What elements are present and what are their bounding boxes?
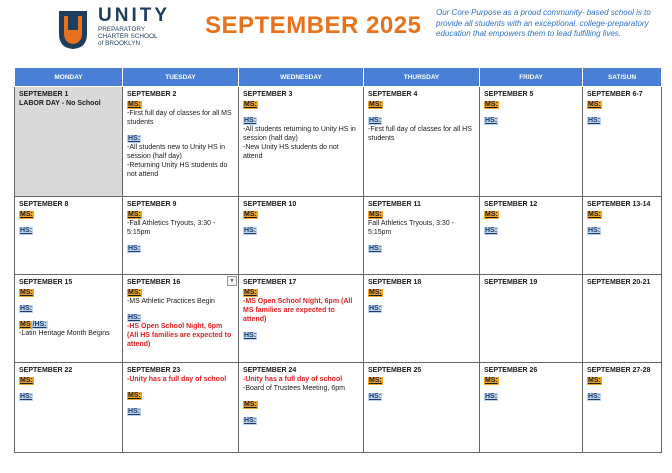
ms-label: MS: xyxy=(244,211,257,218)
weekday-header: MONDAY xyxy=(15,68,123,87)
ms-label: MS: xyxy=(20,211,33,218)
hs-label: HS: xyxy=(128,245,141,252)
day-date: SEPTEMBER 6-7 xyxy=(587,91,643,98)
day-date: SEPTEMBER 25 xyxy=(368,367,422,374)
hs-label: HS: xyxy=(588,393,601,400)
logo-name: UNITY xyxy=(98,5,170,26)
day-date: SEPTEMBER 11 xyxy=(368,201,421,208)
ms-label: MS: xyxy=(588,377,601,384)
day-date: SEPTEMBER 26 xyxy=(484,367,538,374)
hs-label: HS: xyxy=(244,227,257,234)
day-cell xyxy=(583,87,662,197)
day-cell xyxy=(239,197,364,275)
calendar-header xyxy=(0,0,672,62)
day-date: SEPTEMBER 1 xyxy=(19,91,69,98)
day-date: SEPTEMBER 13-14 xyxy=(587,201,651,208)
ms-label: MS xyxy=(20,321,31,328)
ms-label: MS: xyxy=(485,101,498,108)
logo-subline: PREPARATORY xyxy=(98,26,146,33)
hs-label: HS: xyxy=(369,245,382,252)
day-date: SEPTEMBER 10 xyxy=(243,201,297,208)
ms-label: MS: xyxy=(369,101,382,108)
day-cell xyxy=(15,363,123,453)
hs-label: HS: xyxy=(588,227,601,234)
weekday-header: WEDNESDAY xyxy=(239,68,364,87)
holiday-note: LABOR DAY - No School xyxy=(19,100,101,107)
weekday-header: TUESDAY xyxy=(123,68,239,87)
day-date: SEPTEMBER 18 xyxy=(368,279,422,286)
day-cell xyxy=(364,275,480,363)
day-cell xyxy=(480,87,583,197)
ms-label: MS: xyxy=(369,377,382,384)
core-purpose-statement: Our Core Purpose as a proud community- based school is to provide all students with an exceptional, college-preparatory education that empowers them to lead fulfilling lives. xyxy=(436,8,651,38)
day-date: SEPTEMBER 22 xyxy=(19,367,73,374)
day-cell xyxy=(364,197,480,275)
hs-label: HS: xyxy=(369,117,382,124)
day-date: SEPTEMBER 27-28 xyxy=(587,367,651,374)
ms-label: MS: xyxy=(128,392,141,399)
ms-label: MS: xyxy=(244,289,257,296)
hs-label: HS: xyxy=(128,135,141,142)
board-meeting-note: -Board of Trustees Meeting, 6pm xyxy=(243,385,345,392)
day-date: SEPTEMBER 9 xyxy=(127,201,177,208)
hs-event-highlight: -HS Open School Night, 6pm (All HS families are expected to attend) xyxy=(127,323,232,348)
week-row xyxy=(15,197,662,275)
day-date: SEPTEMBER 17 xyxy=(243,279,297,286)
hs-label: HS: xyxy=(485,227,498,234)
logo-subline: CHARTER SCHOOL xyxy=(98,33,158,40)
hs-event: -First full day of classes for all HS students xyxy=(368,126,472,142)
ms-label: MS: xyxy=(588,101,601,108)
ms-label: MS: xyxy=(369,289,382,296)
day-date: SEPTEMBER 2 xyxy=(127,91,177,98)
day-cell xyxy=(123,87,239,197)
ms-label: MS: xyxy=(369,211,382,218)
ms-event: -First full day of classes for all MS students xyxy=(127,110,232,126)
month-calendar xyxy=(14,67,662,453)
day-cell xyxy=(480,275,583,363)
ms-label: MS: xyxy=(244,401,257,408)
day-cell xyxy=(239,87,364,197)
hs-label: HS: xyxy=(588,117,601,124)
day-date: SEPTEMBER 3 xyxy=(243,91,293,98)
day-cell xyxy=(364,87,480,197)
ms-label: MS: xyxy=(20,377,33,384)
day-cell xyxy=(15,197,123,275)
week-row xyxy=(15,275,662,363)
mshs-event: -Latin Heritage Month Begins xyxy=(19,330,110,337)
day-cell xyxy=(239,275,364,363)
hs-event: -Returning Unity HS students do not attend xyxy=(127,162,228,178)
weekday-header: FRIDAY xyxy=(480,68,583,87)
day-date: SEPTEMBER 20-21 xyxy=(587,279,651,286)
ms-event: -Fall Athletics Tryouts, 3:30 - 5:15pm xyxy=(127,220,216,236)
day-cell xyxy=(15,275,123,363)
day-date: SEPTEMBER 19 xyxy=(484,279,538,286)
ms-label: MS: xyxy=(128,289,141,296)
school-day-note: -Unity has a full day of school xyxy=(127,376,227,383)
hs-label: HS: xyxy=(485,393,498,400)
day-date: SEPTEMBER 5 xyxy=(484,91,534,98)
hs-label: /HS: xyxy=(32,321,47,328)
day-cell xyxy=(480,363,583,453)
day-cell xyxy=(123,275,239,363)
ms-label: MS: xyxy=(485,377,498,384)
chevron-down-icon[interactable]: ▼ xyxy=(227,276,237,286)
ms-label: MS: xyxy=(485,211,498,218)
week-row xyxy=(15,363,662,453)
hs-label: HS: xyxy=(369,393,382,400)
day-date: SEPTEMBER 16 xyxy=(127,279,181,286)
hs-label: HS: xyxy=(20,305,33,312)
hs-label: HS: xyxy=(244,417,257,424)
weekday-header: THURSDAY xyxy=(364,68,480,87)
school-day-note: -Unity has a full day of school xyxy=(243,376,343,383)
hs-label: HS: xyxy=(369,305,382,312)
day-date: SEPTEMBER 15 xyxy=(19,279,73,286)
hs-label: HS: xyxy=(485,117,498,124)
hs-label: HS: xyxy=(128,314,141,321)
school-logo-text xyxy=(98,6,170,47)
weekday-header: SAT/SUN xyxy=(583,68,662,87)
day-cell xyxy=(239,363,364,453)
month-title: SEPTEMBER 2025 xyxy=(205,12,422,39)
hs-label: HS: xyxy=(244,332,257,339)
week-row xyxy=(15,87,662,197)
day-date: SEPTEMBER 12 xyxy=(484,201,538,208)
day-cell xyxy=(123,197,239,275)
day-cell xyxy=(583,197,662,275)
hs-label: HS: xyxy=(244,117,257,124)
weekday-header-row xyxy=(15,68,662,87)
hs-label: HS: xyxy=(20,227,33,234)
ms-label: MS: xyxy=(244,101,257,108)
day-date: SEPTEMBER 4 xyxy=(368,91,418,98)
day-cell xyxy=(480,197,583,275)
ms-label: MS: xyxy=(588,211,601,218)
ms-label: MS: xyxy=(128,211,141,218)
logo-subline: of BROOKLYN xyxy=(98,40,141,47)
hs-event: -All students new to Unity HS in session (half day) xyxy=(127,144,226,160)
ms-label: MS: xyxy=(128,101,141,108)
day-cell xyxy=(123,363,239,453)
day-date: SEPTEMBER 24 xyxy=(243,367,297,374)
day-date: SEPTEMBER 23 xyxy=(127,367,181,374)
day-cell xyxy=(364,363,480,453)
ms-label: MS: xyxy=(20,289,33,296)
day-cell xyxy=(583,275,662,363)
hs-label: HS: xyxy=(128,408,141,415)
hs-label: HS: xyxy=(20,393,33,400)
ms-event: -MS Athletic Practices Begin xyxy=(127,298,215,305)
hs-event: -New Unity HS students do not attend xyxy=(243,144,339,160)
day-cell xyxy=(583,363,662,453)
ms-event: Fall Athletics Tryouts, 3:30 - 5:15pm xyxy=(368,220,454,236)
day-date: SEPTEMBER 8 xyxy=(19,201,69,208)
day-cell xyxy=(15,87,123,197)
school-shield-logo xyxy=(58,10,88,50)
hs-event: -All students returning to Unity HS in session (half day) xyxy=(243,126,356,142)
ms-event-highlight: -MS Open School Night, 6pm (All MS families are expected to attend) xyxy=(243,298,353,323)
